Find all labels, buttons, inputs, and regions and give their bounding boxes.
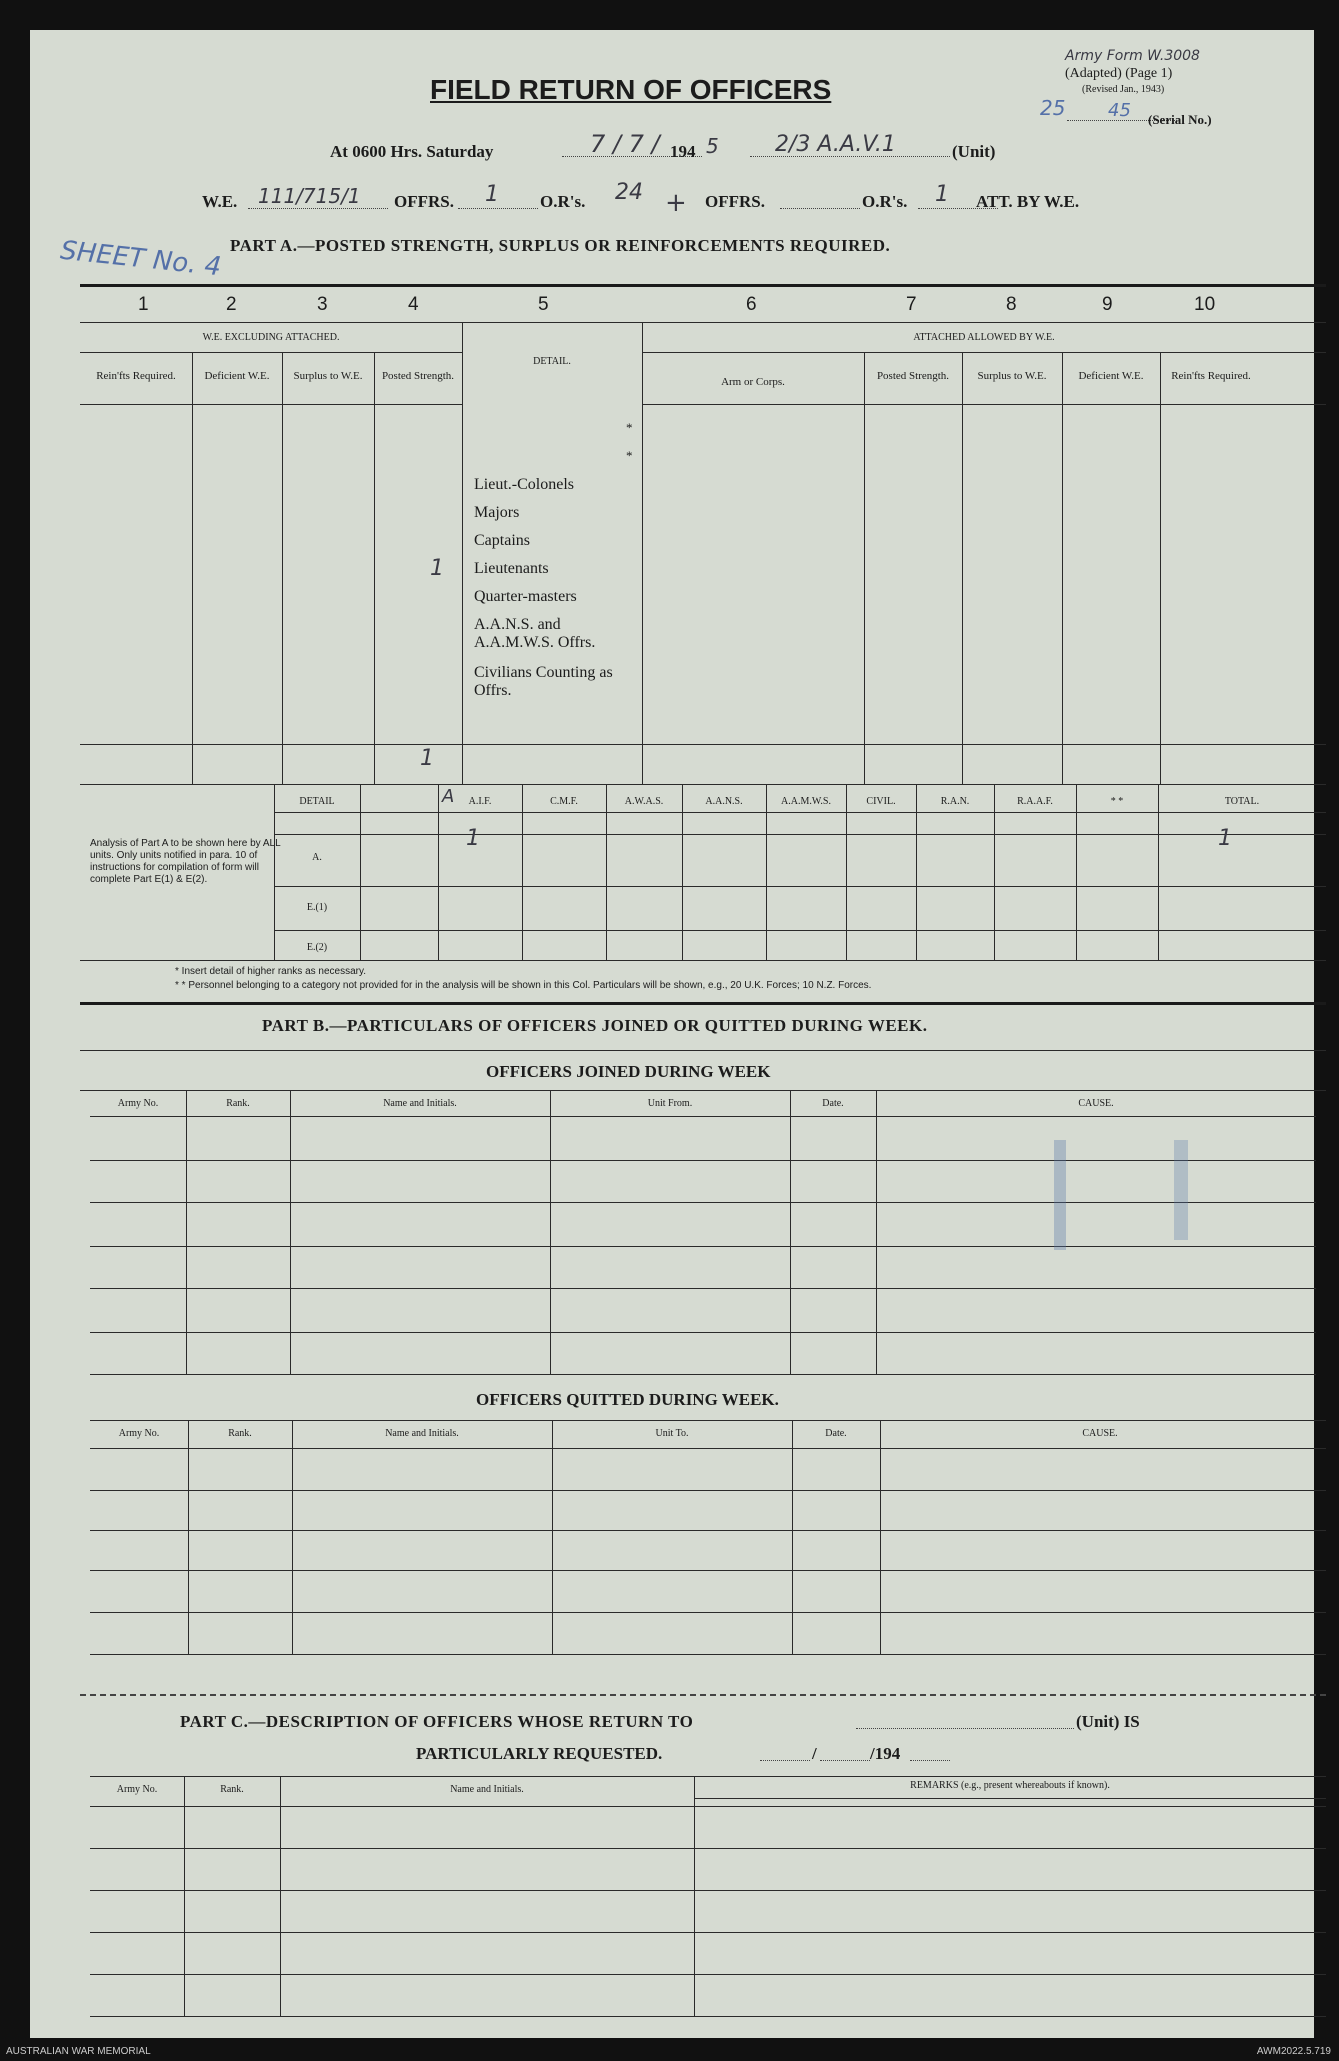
- quitted-head-army-no: Army No.: [118, 1428, 160, 1439]
- serial-value-2: 45: [1108, 100, 1131, 121]
- pa-v9: [1160, 352, 1161, 784]
- joined-head-name: Name and Initials.: [383, 1098, 457, 1109]
- an-rule-3: [274, 886, 1326, 887]
- offrs-hand: 1: [485, 182, 499, 207]
- colnum-2: 2: [226, 294, 237, 315]
- quitted-v3: [552, 1420, 553, 1654]
- ors2-hand: 1: [935, 182, 949, 207]
- colnum-7: 7: [906, 294, 917, 315]
- colhead-posted-right: Posted Strength.: [876, 370, 950, 382]
- colnum-10: 10: [1194, 294, 1216, 315]
- quitted-top-rule: [90, 1420, 1326, 1421]
- quitted-head-date: Date.: [825, 1428, 847, 1439]
- joined-r4: [90, 1246, 1316, 1247]
- colnum-6: 6: [746, 294, 757, 315]
- pc-v2: [280, 1776, 281, 2016]
- an-v3: [522, 784, 523, 960]
- pc-r5: [90, 1974, 1326, 1975]
- pa-v2: [282, 352, 283, 784]
- joined-head-date: Date.: [822, 1098, 844, 1109]
- joined-r5: [90, 1288, 1316, 1289]
- rank-lieutenants: Lieutenants: [474, 560, 549, 577]
- quitted-head-cause: CAUSE.: [1082, 1428, 1118, 1439]
- an-bottom-rule: [80, 960, 1326, 961]
- pc-v3: [694, 1776, 695, 2016]
- colhead-reinfts-right: Rein'fts Required.: [1171, 370, 1251, 382]
- an-rule-4: [274, 930, 1326, 931]
- part-b-title: PART B.—PARTICULARS OF OFFICERS JOINED OR QUITTED DURING WEEK.: [262, 1016, 928, 1035]
- rank-aans: A.A.N.S. and A.A.M.W.S. Offrs.: [474, 616, 596, 651]
- quitted-v4: [792, 1420, 793, 1654]
- serial-value: 25: [1040, 96, 1066, 120]
- colnum-4: 4: [408, 294, 419, 315]
- pc-head-rank: Rank.: [220, 1784, 244, 1795]
- rank-lt-colonels: Lieut.-Colonels: [474, 476, 574, 493]
- quitted-head-name: Name and Initials.: [385, 1428, 459, 1439]
- joined-v4: [790, 1090, 791, 1374]
- colnum-1: 1: [138, 294, 149, 315]
- form-sheet: [30, 30, 1314, 2038]
- part-c-unit-dots: [856, 1728, 1074, 1729]
- unit-label: (Unit): [952, 142, 996, 161]
- aif-mark: A: [442, 786, 455, 807]
- offrs-dots: [458, 208, 538, 209]
- form-ref-line1: Army Form W.3008: [1065, 48, 1200, 64]
- pc-r4: [90, 1932, 1326, 1933]
- colhead-surplus-right: Surplus to W.E.: [977, 370, 1047, 382]
- offrs2-label: OFFRS.: [705, 192, 765, 211]
- colhead-deficient-left: Deficient W.E.: [204, 370, 270, 382]
- an-v0: [274, 784, 275, 960]
- pc-r6: [90, 2016, 1326, 2017]
- lieutenants-posted: 1: [430, 556, 444, 581]
- an-v10: [1076, 784, 1077, 960]
- pc-head-name: Name and Initials.: [450, 1784, 524, 1795]
- quitted-r1: [90, 1448, 1326, 1449]
- an-head-cmf: C.M.F.: [550, 796, 578, 807]
- part-c-date-dots-2: [820, 1760, 870, 1761]
- form-ref-line3: (Revised Jan., 1943): [1082, 84, 1165, 95]
- part-c-date-mid: /: [812, 1744, 817, 1763]
- detail-heading: DETAIL.: [533, 356, 571, 367]
- pa-v5: [642, 322, 643, 784]
- an-head-civil: CIVIL.: [866, 796, 896, 807]
- colhead-deficient-right: Deficient W.E.: [1078, 370, 1144, 382]
- part-a-rule: [80, 284, 1326, 287]
- joined-r6: [90, 1332, 1316, 1333]
- quitted-r6: [90, 1654, 1326, 1655]
- part-c-date-dots-3: [910, 1760, 950, 1761]
- colnum-5: 5: [538, 294, 549, 315]
- sheet-note: SHEET No. 4: [58, 235, 223, 283]
- footnote-2: * * Personnel belonging to a category not provided for in the analysis will be shown in this Col. Particulars will be shown, e.g., 20 U.K. Forces; 10 N.Z. Forces.: [175, 980, 872, 991]
- colhead-surplus-left: Surplus to W.E.: [293, 370, 363, 382]
- group-right-rule: [642, 352, 1326, 353]
- quitted-v5: [880, 1420, 881, 1654]
- rank-civilians: Civilians Counting as Offrs.: [474, 664, 613, 699]
- part-b-rule: [80, 1050, 1326, 1051]
- pc-top-rule: [90, 1776, 1326, 1777]
- pa-v4: [462, 322, 463, 784]
- joined-head-cause: CAUSE.: [1078, 1098, 1114, 1109]
- pc-r2: [90, 1848, 1326, 1849]
- serial-label: (Serial No.): [1148, 112, 1212, 127]
- part-c-title-b: (Unit) IS: [1076, 1712, 1140, 1731]
- pc-remarks-rule: [694, 1798, 1326, 1799]
- aif-value: 1: [466, 826, 480, 851]
- pc-r3: [90, 1890, 1326, 1891]
- joined-r1: [90, 1116, 1316, 1117]
- an-v7: [846, 784, 847, 960]
- pa-v3: [374, 352, 375, 784]
- pc-v1: [184, 1776, 185, 2016]
- an-head-ran: R.A.N.: [940, 796, 970, 807]
- colhead-reinfts-left: Rein'fts Required.: [96, 370, 176, 382]
- date-hand: 7 / 7 /: [590, 130, 660, 158]
- joined-v5: [876, 1090, 877, 1374]
- an-head-detail: DETAIL: [299, 796, 335, 807]
- pc-head-remarks: REMARKS (e.g., present whereabouts if known).: [910, 1780, 1110, 1791]
- joined-r2: [90, 1160, 1316, 1161]
- quitted-r3: [90, 1530, 1326, 1531]
- we-dots: [248, 208, 388, 209]
- part-b-top-rule: [80, 1002, 1326, 1005]
- an-v2: [438, 784, 439, 960]
- ors2-label: O.R's.: [862, 192, 908, 211]
- an-rule-1: [274, 812, 1326, 813]
- quitted-head-unit: Unit To.: [655, 1428, 689, 1439]
- an-row-e2: E.(2): [306, 942, 328, 953]
- year-hand: 5: [706, 134, 719, 158]
- colnum-3: 3: [317, 294, 328, 315]
- quitted-v1: [188, 1420, 189, 1654]
- group-left-rule: [80, 352, 462, 353]
- an-head-aans: A.A.N.S.: [705, 796, 743, 807]
- an-head-total: TOTAL.: [1224, 796, 1260, 807]
- pa-v8: [1062, 352, 1063, 784]
- joined-head-unit: Unit From.: [647, 1098, 693, 1109]
- joined-r3: [90, 1202, 1316, 1203]
- group-right-heading: ATTACHED ALLOWED BY W.E.: [913, 332, 1055, 343]
- pa-v6: [864, 352, 865, 784]
- star-1: *: [626, 420, 633, 435]
- pa-bottom-rule: [80, 784, 1326, 785]
- an-head-aamws: A.A.M.W.S.: [781, 796, 831, 807]
- group-left-heading: W.E. EXCLUDING ATTACHED.: [202, 332, 340, 343]
- colnum-8: 8: [1006, 294, 1017, 315]
- part-c-title-a: PART C.—DESCRIPTION OF OFFICERS WHOSE RETURN TO: [180, 1712, 694, 1731]
- an-v9: [994, 784, 995, 960]
- att-label: ATT. BY W.E.: [976, 192, 1080, 211]
- joined-r7: [90, 1374, 1316, 1375]
- an-v8: [916, 784, 917, 960]
- joined-title: OFFICERS JOINED DURING WEEK: [486, 1062, 771, 1081]
- we-label: W.E.: [202, 192, 238, 211]
- rank-captains: Captains: [474, 532, 530, 549]
- colhead-arm-corps: Arm or Corps.: [721, 376, 785, 388]
- total-posted: 1: [420, 746, 434, 771]
- year-prefix: 194: [670, 142, 696, 161]
- blue-mark-1: [1054, 1140, 1066, 1250]
- quitted-r5: [90, 1612, 1326, 1613]
- analysis-note: Analysis of Part A to be shown here by ALL units. Only units notified in para. 10 of instructions for compilation of form will complete Part E(1) & E(2).: [90, 838, 281, 885]
- quitted-r4: [90, 1570, 1326, 1571]
- joined-head-army-no: Army No.: [117, 1098, 159, 1109]
- form-title: FIELD RETURN OF OFFICERS: [430, 74, 832, 105]
- at-label: At 0600 Hrs. Saturday: [330, 142, 494, 161]
- an-head-awas: A.W.A.S.: [624, 796, 664, 807]
- pa-v7: [962, 352, 963, 784]
- ors-hand: 24: [615, 180, 643, 205]
- part-c-title-c: PARTICULARLY REQUESTED.: [416, 1744, 663, 1763]
- pa-v1: [192, 352, 193, 784]
- an-v1: [360, 784, 361, 960]
- part-c-date-year: /194: [870, 1744, 901, 1763]
- an-v4: [606, 784, 607, 960]
- an-head-other: * *: [1110, 796, 1124, 807]
- part-a-row-rule: [80, 322, 1326, 323]
- quitted-title: OFFICERS QUITTED DURING WEEK.: [476, 1390, 779, 1409]
- cut-line: [80, 1694, 1326, 1696]
- an-v6: [766, 784, 767, 960]
- blue-mark-2: [1174, 1140, 1188, 1240]
- offrs2-dots: [780, 208, 860, 209]
- joined-v2: [290, 1090, 291, 1374]
- subhead-left-rule: [80, 404, 462, 405]
- form-ref-line2: (Adapted) (Page 1): [1065, 66, 1173, 81]
- quitted-v2: [292, 1420, 293, 1654]
- part-c-date-dots-1: [760, 1760, 810, 1761]
- part-a-title: PART A.—POSTED STRENGTH, SURPLUS OR REINFORCEMENTS REQUIRED.: [230, 236, 891, 255]
- unit-hand: 2/3 A.A.V.1: [775, 132, 896, 157]
- star-2: *: [626, 448, 633, 463]
- pc-r1: [90, 1806, 1326, 1807]
- footer-left: AUSTRALIAN WAR MEMORIAL: [6, 2046, 151, 2057]
- an-head-raaf: R.A.A.F.: [1017, 796, 1053, 807]
- pc-head-army-no: Army No.: [116, 1784, 158, 1795]
- ors-label: O.R's.: [540, 192, 586, 211]
- joined-head-rank: Rank.: [226, 1098, 250, 1109]
- an-v11: [1158, 784, 1159, 960]
- footnote-1: * Insert detail of higher ranks as necessary.: [175, 966, 367, 977]
- colnum-9: 9: [1102, 294, 1113, 315]
- we-hand: 111/715/1: [258, 184, 361, 208]
- colhead-posted-left: Posted Strength.: [381, 370, 455, 382]
- subhead-right-rule: [642, 404, 1326, 405]
- plus-sign: +: [665, 188, 687, 218]
- an-rule-2: [274, 834, 1326, 835]
- joined-v1: [186, 1090, 187, 1374]
- total-value: 1: [1218, 826, 1232, 851]
- joined-v3: [550, 1090, 551, 1374]
- offrs-label: OFFRS.: [394, 192, 454, 211]
- rank-majors: Majors: [474, 504, 520, 521]
- joined-top-rule: [80, 1090, 1326, 1091]
- rank-quartermasters: Quarter-masters: [474, 588, 577, 605]
- quitted-r2: [90, 1490, 1326, 1491]
- an-head-aif: A.I.F.: [468, 796, 492, 807]
- quitted-head-rank: Rank.: [228, 1428, 252, 1439]
- an-v5: [682, 784, 683, 960]
- an-row-e1: E.(1): [306, 902, 328, 913]
- an-row-a: A.: [312, 852, 322, 863]
- footer-right: AWM2022.5.719: [1256, 2046, 1331, 2057]
- pa-total-rule: [80, 744, 1326, 745]
